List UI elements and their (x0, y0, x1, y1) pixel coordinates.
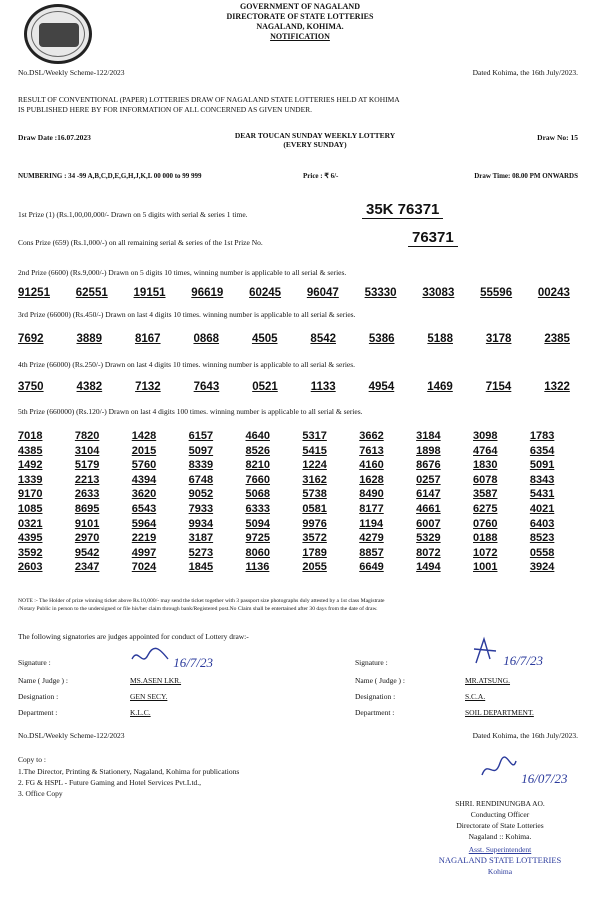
prize-number: 4661 (416, 502, 441, 515)
judge-left-signature (130, 645, 213, 671)
copy-item-1: 1.The Director, Printing & Stationery, Nagaland, Kohima for publications (18, 767, 240, 776)
third-prize-numbers (18, 333, 570, 345)
prize-number: 1789 (302, 546, 327, 559)
prize-number: 5068 (245, 488, 270, 501)
prize-number: 0558 (529, 546, 555, 559)
officer-role: Conducting Officer (470, 810, 530, 819)
prize-number: 9976 (302, 517, 327, 530)
prize-number: 8339 (188, 459, 214, 472)
fifth-prize-grid (18, 430, 570, 576)
prize-number: 3178 (485, 333, 512, 345)
prize-number: 7132 (135, 381, 161, 393)
prize-number: 2347 (74, 561, 100, 574)
prize-number: 2970 (74, 532, 100, 545)
prize-number: 4021 (529, 502, 555, 515)
prize-number: 19151 (133, 287, 166, 299)
prize-number: 96619 (191, 287, 224, 299)
prize-number: 7660 (245, 473, 270, 486)
judge-right-department: SOIL DEPARTMENT. (465, 708, 534, 717)
prize-number: 7018 (18, 430, 43, 442)
prize-number: 3889 (76, 333, 103, 345)
prize-number: 8857 (359, 546, 384, 559)
prize-number: 8523 (529, 532, 555, 545)
prize-number: 1494 (416, 561, 441, 574)
note-line-1: NOTE :- The Holder of prize winning ticket above Rs.10,000/- may send the ticket together with 3 passport size photographs duly attested by a 1st class Magistrate (18, 598, 385, 604)
judge-right-designation-label: Designation : (355, 692, 396, 701)
prize-number: 4954 (368, 381, 395, 393)
prize-number: 9052 (188, 488, 214, 501)
prize-number: 0321 (18, 517, 43, 530)
prize-number: 6649 (359, 561, 384, 574)
prize-number: 6078 (473, 473, 498, 486)
judge-left-name-label: Name ( Judge ) : (18, 676, 68, 685)
prize-number: 8695 (74, 502, 100, 515)
prize-number: 1845 (188, 561, 214, 574)
prize-number: 4279 (359, 532, 384, 545)
officer-place: Nagaland :: Kohima. (468, 832, 532, 841)
prize-number: 60245 (249, 287, 282, 299)
prize-number: 0188 (473, 532, 498, 545)
fifth-prize-row (18, 430, 570, 445)
officer-signature (478, 755, 567, 787)
prize-number: 3587 (473, 488, 498, 501)
prize-number: 5317 (302, 430, 327, 442)
prize-number: 6007 (416, 517, 441, 530)
fifth-prize-row (18, 488, 570, 503)
prize-number: 5415 (302, 444, 327, 457)
second-prize-description: 2nd Prize (6600) (Rs.9,000/-) Drawn on 5 digits 10 times, winning number is applicable to all serial & series. (18, 268, 347, 277)
cons-prize-description: Cons Prize (659) (Rs.1,000/-) on all remaining serial & series of the 1st Prize No. (18, 238, 263, 247)
judge-right-signature (470, 635, 543, 669)
prize-number: 3592 (18, 546, 43, 559)
prize-number: 1628 (359, 473, 384, 486)
prize-number: 2219 (131, 532, 157, 545)
stamp-line-3: Kohima (487, 867, 513, 876)
prize-number: 4997 (131, 546, 157, 559)
prize-number: 3184 (416, 430, 441, 442)
second-prize-numbers (18, 287, 570, 299)
lottery-name: DEAR TOUCAN SUNDAY WEEKLY LOTTERY (234, 131, 396, 140)
officer-signature-date: 16/07/23 (521, 771, 568, 786)
reference-number: No.DSL/Weekly Scheme-122/2023 (18, 68, 125, 77)
prize-number: 1469 (427, 381, 453, 393)
header-line-1: GOVERNMENT OF NAGALAND (239, 2, 360, 11)
result-text-line-2: IS PUBLISHED HERE BY FOR INFORMATION OF ALL CONCERNED AS GIVEN UNDER. (18, 105, 313, 114)
prize-number: 1339 (18, 473, 43, 486)
prize-number: 96047 (306, 287, 339, 299)
prize-number: 2213 (74, 473, 100, 486)
officer-block (410, 798, 590, 877)
prize-number: 0760 (473, 517, 498, 530)
prize-number: 3104 (74, 444, 100, 457)
prize-number: 1136 (245, 561, 270, 574)
prize-number: 2603 (18, 561, 43, 574)
prize-number: 4395 (18, 532, 43, 545)
prize-number: 6333 (245, 502, 270, 515)
prize-number: 2015 (131, 444, 157, 457)
fifth-prize-row (18, 459, 570, 474)
prize-number: 9101 (74, 517, 100, 530)
judge-left-department: K.L.C. (130, 708, 151, 717)
prize-number: 00243 (537, 287, 570, 299)
prize-number: 5431 (529, 488, 555, 501)
prize-number: 5094 (245, 517, 270, 530)
prize-number: 8490 (359, 488, 384, 501)
prize-number: 1428 (131, 430, 157, 442)
prize-number: 62551 (75, 287, 108, 299)
prize-number: 8177 (359, 502, 384, 515)
prize-number: 1830 (473, 459, 498, 472)
copy-item-3: 3. Office Copy (18, 789, 63, 798)
prize-number: 4394 (131, 473, 157, 486)
prize-number: 2055 (302, 561, 327, 574)
prize-number: 0581 (302, 502, 327, 515)
prize-number: 0521 (252, 381, 278, 393)
prize-number: 3162 (302, 473, 327, 486)
officer-name: SHRI. RENDINUNGBA AO. (455, 799, 545, 808)
header-line-2: DIRECTORATE OF STATE LOTTERIES (226, 12, 374, 21)
fifth-prize-row (18, 518, 570, 533)
prize-number: 0257 (416, 473, 441, 486)
fifth-prize-row (18, 445, 570, 460)
prize-number: 4505 (251, 333, 278, 345)
judge-left-designation-label: Designation : (18, 692, 59, 701)
prize-number: 5179 (74, 459, 100, 472)
prize-number: 4640 (245, 430, 270, 442)
prize-number: 6157 (188, 430, 214, 442)
prize-number: 7643 (193, 381, 220, 393)
fifth-prize-row (18, 532, 570, 547)
prize-number: 8542 (310, 333, 337, 345)
prize-number: 5738 (302, 488, 327, 501)
judge-right-department-label: Department : (355, 708, 395, 717)
prize-number: 9725 (245, 532, 270, 545)
lottery-subtitle: (EVERY SUNDAY) (283, 140, 347, 149)
judge-right-name: MR.ATSUNG. (465, 676, 511, 685)
officer-department: Directorate of State Lotteries (456, 821, 544, 830)
signature-scribble-icon (130, 645, 170, 667)
dated-line-footer: Dated Kohima, the 16th July/2023. (472, 731, 578, 740)
stamp-line-2: NAGALAND STATE LOTTERIES (438, 855, 562, 865)
prize-number: 4764 (473, 444, 498, 457)
prize-number: 2385 (544, 333, 570, 345)
prize-number: 5760 (131, 459, 157, 472)
draw-date: Draw Date :16.07.2023 (18, 133, 91, 142)
signatories-text: The following signatories are judges appointed for conduct of Lottery draw:- (18, 632, 249, 641)
copy-to-label: Copy to : (18, 755, 46, 764)
prize-number: 7024 (131, 561, 157, 574)
prize-number: 3187 (188, 532, 214, 545)
prize-number: 3098 (473, 430, 498, 442)
judge-left-signature-date: 16/7/23 (173, 655, 213, 670)
government-seal-logo (24, 4, 92, 64)
prize-number: 1224 (302, 459, 327, 472)
fifth-prize-row (18, 547, 570, 562)
prize-number: 7692 (18, 333, 44, 345)
prize-number: 8676 (416, 459, 441, 472)
prize-number: 1492 (18, 459, 43, 472)
third-prize-description: 3rd Prize (66000) (Rs.450/-) Drawn on last 4 digits 10 times. winning number is applicable to all serial & series. (18, 310, 356, 319)
prize-number: 8072 (416, 546, 441, 559)
prize-number: 55596 (480, 287, 513, 299)
prize-number: 8526 (245, 444, 270, 457)
fifth-prize-row (18, 503, 570, 518)
lottery-title (190, 131, 440, 149)
fourth-prize-numbers (18, 381, 570, 393)
draw-time: Draw Time: 08.00 PM ONWARDS (474, 172, 578, 180)
judge-left-designation: GEN SECY. (130, 692, 168, 701)
prize-number: 9934 (188, 517, 214, 530)
judge-left-department-label: Department : (18, 708, 58, 717)
prize-number: 1133 (310, 381, 336, 393)
prize-number: 4160 (359, 459, 384, 472)
prize-number: 3924 (529, 561, 555, 574)
judge-right-signature-label: Signature : (355, 658, 388, 667)
judge-left-signature-label: Signature : (18, 658, 51, 667)
prize-number: 1194 (359, 517, 384, 530)
prize-number: 7154 (485, 381, 512, 393)
first-prize-description: 1st Prize (1) (Rs.1,00,00,000/- Drawn on 5 digits with serial & series 1 time. (18, 210, 248, 219)
prize-number: 4382 (76, 381, 103, 393)
fifth-prize-row (18, 561, 570, 576)
copy-item-2: 2. FG & HSPL - Future Gaming and Hotel Services Pvt.Ltd., (18, 778, 202, 787)
prize-number: 6403 (529, 517, 555, 530)
prize-number: 1072 (473, 546, 498, 559)
reference-number-footer: No.DSL/Weekly Scheme-122/2023 (18, 731, 125, 740)
numbering-line: NUMBERING : 34 -99 A,B,C,D,E,G,H,J,K,L 00 000 to 99 999 (18, 172, 202, 180)
draw-number: Draw No: 15 (537, 133, 578, 142)
prize-number: 7933 (188, 502, 214, 515)
prize-number: 3620 (131, 488, 157, 501)
prize-number: 8060 (245, 546, 270, 559)
prize-number: 3662 (359, 430, 384, 442)
prize-number: 1085 (18, 502, 43, 515)
header-line-3: NAGALAND, KOHIMA. (256, 22, 344, 31)
signature-scribble-icon (470, 635, 500, 665)
prize-number: 6748 (188, 473, 214, 486)
prize-number: 8167 (134, 333, 161, 345)
prize-number: 1898 (416, 444, 441, 457)
prize-number: 8343 (529, 473, 555, 486)
judge-right-name-label: Name ( Judge ) : (355, 676, 405, 685)
note-line-2: /Notary Public in person to the undersigned or file his/her claim through bank/Registered post.No Claim shall be entertained after 30 days from the date of draw. (18, 606, 378, 612)
judge-right-designation: S.C.A. (465, 692, 486, 701)
prize-number: 53330 (364, 287, 397, 299)
prize-number: 5188 (427, 333, 453, 345)
prize-number: 5097 (188, 444, 214, 457)
header-line-4: NOTIFICATION (270, 32, 330, 41)
prize-number: 3750 (18, 381, 44, 393)
prize-number: 6275 (473, 502, 498, 515)
prize-number: 9170 (18, 488, 43, 501)
prize-number: 3572 (302, 532, 327, 545)
prize-number: 6354 (529, 444, 555, 457)
prize-number: 1001 (473, 561, 498, 574)
prize-number: 5091 (529, 459, 555, 472)
dated-line: Dated Kohima, the 16th July/2023. (472, 68, 578, 77)
prize-number: 4385 (18, 444, 43, 457)
cons-prize-number: 76371 (408, 229, 458, 247)
prize-number: 6543 (131, 502, 157, 515)
note-text (18, 597, 583, 613)
prize-number: 33083 (422, 287, 455, 299)
first-prize-number: 35K 76371 (362, 201, 443, 219)
prize-number: 9542 (74, 546, 100, 559)
prize-number: 5386 (368, 333, 395, 345)
fifth-prize-description: 5th Prize (660000) (Rs.120/-) Drawn on last 4 digits 100 times. winning number is applicable to all serial & series. (18, 407, 363, 416)
prize-number: 5273 (188, 546, 214, 559)
judge-left-name: MS.ASEN LKR. (130, 676, 182, 685)
signature-scribble-icon (478, 755, 518, 783)
prize-number: 1783 (529, 430, 555, 442)
prize-number: 2633 (74, 488, 100, 501)
ticket-price: Price : ₹ 6/- (303, 172, 339, 180)
document-header (150, 2, 450, 42)
prize-number: 1322 (544, 381, 570, 393)
prize-number: 8210 (245, 459, 270, 472)
prize-number: 7820 (74, 430, 100, 442)
prize-number: 91251 (18, 287, 50, 299)
prize-number: 7613 (359, 444, 384, 457)
result-text-line-1: RESULT OF CONVENTIONAL (PAPER) LOTTERIES DRAW OF NAGALAND STATE LOTTERIES HELD AT KOHIMA (18, 95, 400, 104)
judge-right-signature-date: 16/7/23 (503, 653, 543, 668)
prize-number: 0868 (193, 333, 220, 345)
prize-number: 5964 (131, 517, 157, 530)
fourth-prize-description: 4th Prize (66000) (Rs.250/-) Drawn on last 4 digits 10 times. winning number is applicable to all serial & series. (18, 360, 356, 369)
stamp-line-1: Asst. Superintendent (468, 845, 532, 854)
prize-number: 6147 (416, 488, 441, 501)
prize-number: 5329 (416, 532, 441, 545)
fifth-prize-row (18, 474, 570, 489)
